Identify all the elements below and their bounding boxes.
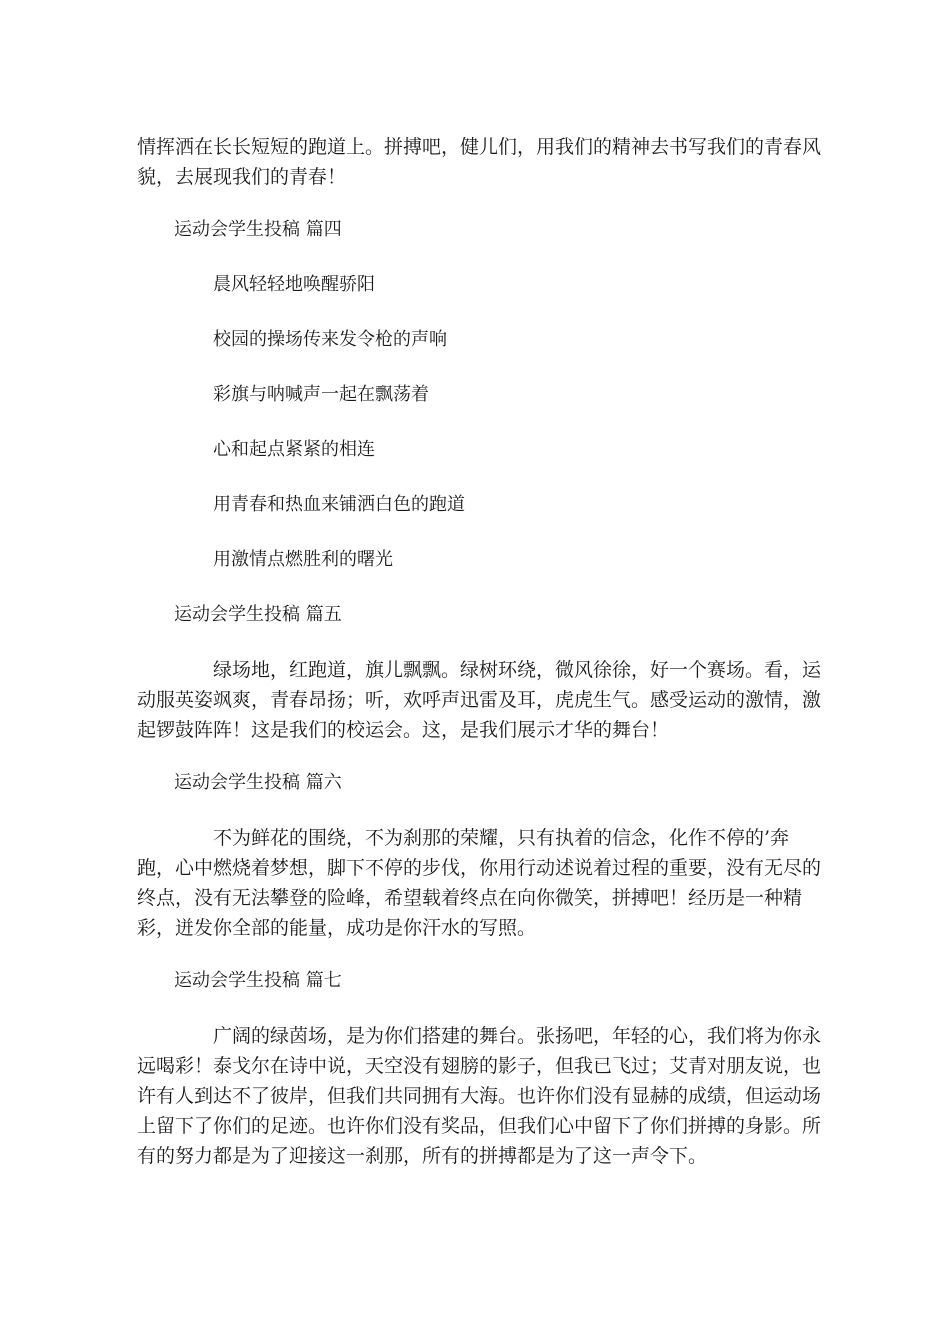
section-heading-5: 运动会学生投稿 篇五 xyxy=(174,604,342,625)
paragraph-section-6: 不为鲜花的围绕，不为刹那的荣耀，只有执着的信念，化作不停的’奔跑，心中燃烧着梦想，脚下不停的步伐，你用行动述说着过程的重要，没有无尽的终点，没有无法攀登的险峰，希望载着终点在向你微笑，拼搏吧！经历是一种精彩，迸发你全部的能量，成功是你汗水的写照。 xyxy=(137,827,822,939)
verse-line-6: 用激情点燃胜利的曙光 xyxy=(213,549,393,570)
verse-line-2: 校园的操场传来发令枪的声响 xyxy=(213,329,447,350)
paragraph-section-5: 绿场地，红跑道，旗儿飘飘。绿树环绕，微风徐徐，好一个赛场。看，运动服英姿飒爽，青春昂扬；听，欢呼声迅雷及耳，虎虎生气。感受运动的激情，激起锣鼓阵阵！这是我们的校运会。这，是我们展示才华的舞台！ xyxy=(137,659,822,741)
paragraph-intro: 情挥洒在长长短短的跑道上。拼搏吧，健儿们，用我们的精神去书写我们的青春风貌，去展现我们的青春！ xyxy=(137,136,822,188)
section-heading-4: 运动会学生投稿 篇四 xyxy=(174,219,342,240)
section-heading-7: 运动会学生投稿 篇七 xyxy=(174,970,342,991)
verse-line-3: 彩旗与呐喊声一起在飘荡着 xyxy=(213,384,429,405)
verse-line-1: 晨风轻轻地唤醒骄阳 xyxy=(213,274,375,295)
document-page xyxy=(137,132,827,1171)
verse-line-5: 用青春和热血来铺洒白色的跑道 xyxy=(213,494,465,515)
verse-line-4: 心和起点紧紧的相连 xyxy=(213,439,375,460)
paragraph-section-7: 广阔的绿茵场，是为你们搭建的舞台。张扬吧，年轻的心，我们将为你永远喝彩！泰戈尔在诗中说，天空没有翅膀的影子，但我已飞过；艾青对朋友说，也许有人到达不了彼岸，但我们共同拥有大海。也许你们没有显赫的成绩，但运动场上留下了你们的足迹。也许你们没有奖品，但我们心中留下了你们拼搏的身影。所有的努力都是为了迎接这一刹那，所有的拼搏都是为了这一声令下。 xyxy=(137,1025,822,1167)
section-heading-6: 运动会学生投稿 篇六 xyxy=(174,772,342,793)
